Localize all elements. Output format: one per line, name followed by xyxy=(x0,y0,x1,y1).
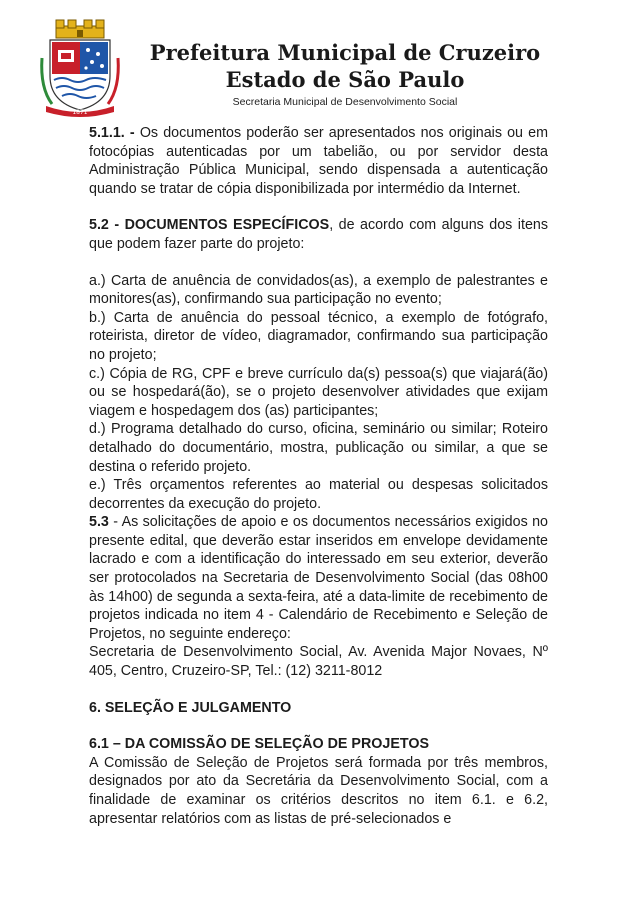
page-title: Prefeitura Municipal de Cruzeiro xyxy=(149,40,541,65)
list-item-c: c.) Cópia de RG, CPF e breve currículo da(s) pessoa(s) que viajará(ão) ou se hospedará(ão), se o projeto desenvolver atividades que exijam viagem e hospedagem dos (as) participantes; xyxy=(89,365,548,419)
crest-ribbon-text: 1871 xyxy=(72,109,88,116)
document-body xyxy=(89,124,548,828)
paragraph-5-2 xyxy=(89,216,548,253)
paragraph-text: - As solicitações de apoio e os documentos necessários exigidos no presente edital, que deverão estar inseridos em envelope devidamente lacrado e com a identificação do interessado em seu exterior, deverão ser protocolados na Secretaria de Desenvolvimento Social (das 08h00 às 14h00) de segunda a sexta-feira, até a data-limite de recebimento de projetos indicada no item 4 - Calendário de Recebimento e Seleção de Projetos, no seguinte endereço: xyxy=(89,514,548,642)
paragraph-text: , de acordo com alguns dos itens que podem fazer parte do projeto: xyxy=(89,217,548,252)
paragraph-6-1: A Comissão de Seleção de Projetos será formada por três membros, designados por ato da Secretária da Desenvolvimento Social, com a finalidade de examinar os critérios descritos no item 6.1. e 6.2, apresentar relatórios com as listas de pré-selecionados e xyxy=(89,754,548,827)
page-title-state: Estado de São Paulo xyxy=(225,67,465,92)
page-subtitle: Secretaria Municipal de Desenvolvimento Social xyxy=(232,96,458,108)
section-heading-6: 6. SELEÇÃO E JULGAMENTO xyxy=(89,699,292,716)
address-text: Secretaria de Desenvolvimento Social, Av. Avenida Major Novaes, Nº 405, Centro, Cruzeiro-SP, Tel.: (12) 3211-8012 xyxy=(89,644,548,680)
list-item-d: d.) Programa detalhado do curso, oficina, seminário ou similar; Roteiro detalhado do documentário, mostra, publicação ou similar, a que se destina o referido projeto. xyxy=(89,421,548,475)
paragraph-label: 5.3 xyxy=(89,514,109,531)
list-item-e: e.) Três orçamentos referentes ao material ou despesas solicitados decorrentes da execução do projeto. xyxy=(89,477,548,512)
list-item-b: b.) Carta de anuência do pessoal técnico, a exemplo de fotógrafo, roteirista, diretor de vídeo, diagramador, confirmando sua participação no projeto; xyxy=(89,309,548,363)
paragraph-5-1-1 xyxy=(89,124,548,198)
crown-icon xyxy=(56,20,104,38)
paragraph-text: Os documentos poderão ser apresentados nos originais ou em fotocópias autenticadas por um tabelião, ou por servidor desta Administração Pública Municipal, sendo dispensada a autenticação quando se tratar de cópia disponibilizada por intermédio da Internet. xyxy=(89,125,548,197)
section-heading-6-1: 6.1 – DA COMISSÃO DE SELEÇÃO DE PROJETOS xyxy=(89,736,430,753)
list-item-a: a.) Carta de anuência de convidados(as), a exemplo de palestrantes e monitores(as), confirmando sua participação no evento; xyxy=(89,272,548,308)
paragraph-5-3 xyxy=(89,513,548,643)
paragraph-label: 5.1.1. - xyxy=(89,125,135,141)
section-heading: 5.2 - DOCUMENTOS ESPECÍFICOS xyxy=(89,217,330,234)
